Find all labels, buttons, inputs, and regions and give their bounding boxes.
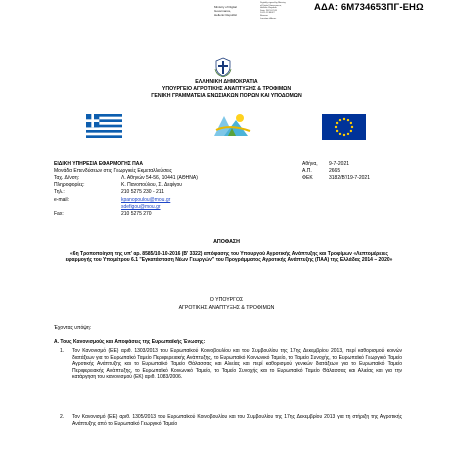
- list-item: Τον Κανονισμό (ΕΕ) αριθ. 1303/2013 του Ευρωπαϊκού Κοινοβουλίου και του Συμβουλίου της 17ης Δεκεμβρίου 2013, περί καθορισμού κοινών διατάξεων για το Ευρωπαϊκό Ταμείο Περιφερειακής Ανάπτυξης, το Ευρωπαϊκό Κοινωνικό Ταμείο, το Ταμείο Συνοχής, το Ευρωπαϊκό Γεωργικό Ταμείο Αγροτικής Ανάπτυξης και το Ευρωπαϊκό Ταμείο Θάλασσας και Αλιείας και περί καθορισμού γενικών διατάξεων για το Ευρωπαϊκό Ταμείο Περιφερειακής Ανάπτυξης, το Ευρωπαϊκό Κοινωνικό Ταμείο, το Ταμείο Συνοχής και το Ευρωπαϊκό Ταμείο Θάλασσας και Αλιείας και για την κατάργηση του κανονισμού (ΕΚ) αριθ. 1083/2006.: [72, 348, 402, 380]
- email-label: e-mail:: [54, 197, 70, 203]
- minister-title: Ο ΥΠΟΥΡΓΟΣ: [209, 297, 244, 303]
- signature-line: 14:11:13 EEST: [260, 12, 275, 15]
- republic-heading: ΕΛΛΗΝΙΚΗ ΔΗΜΟΚΡΑΤΙΑ: [195, 79, 258, 85]
- ap-value: 2665: [329, 168, 341, 174]
- fax-value: 210 5275 270: [121, 211, 152, 217]
- email-link-2[interactable]: sdefigou@mou.gr: [121, 204, 161, 210]
- address-value: Λ. Αθηνών 54-56, 10441 (ΑΘΗΝΑ): [121, 175, 198, 181]
- svg-text:Governance,: Governance,: [214, 9, 232, 13]
- signature-line: of Digital Governance,: [260, 4, 282, 7]
- place-date-label: Αθήνα,: [302, 161, 318, 167]
- secretariat-heading: ΓΕΝΙΚΗ ΓΡΑΜΜΑΤΕΙΑ ΕΝΩΣΙΑΚΩΝ ΠΟΡΩΝ ΚΑΙ ΥΠΟΔΟΜΩΝ: [151, 93, 302, 99]
- fek-value: 3182/Β'/19-7-2021: [329, 175, 370, 181]
- signature-line: Digitally signed by Ministry: [260, 2, 286, 4]
- decision-title: ΑΠΟΦΑΣΗ: [213, 239, 240, 245]
- ministry-heading: ΥΠΟΥΡΓΕΙΟ ΑΓΡΟΤΙΚΗΣ ΑΝΑΠΤΥΞΗΣ & ΤΡΟΦΙΜΩΝ: [161, 86, 292, 92]
- svg-text:Hellenic Republic: Hellenic Republic: [214, 13, 238, 17]
- place-date-value: 9-7-2021: [329, 161, 350, 167]
- greek-flag-icon: [83, 114, 125, 138]
- greek-emblem-icon: [214, 57, 232, 77]
- section-a-heading: Α. Τους Κανονισμούς και Αποφάσεις της Ευρωπαϊκής Ένωσης:: [54, 339, 206, 345]
- list-item-number: 1.: [60, 348, 65, 354]
- digital-signature-details: [260, 2, 315, 20]
- info-label: Πληροφορίες:: [54, 182, 85, 188]
- considering-heading: Έχοντας υπόψη:: [54, 325, 91, 331]
- info-value: Κ. Πανοπούλου, Σ. Δεφίγου: [121, 182, 182, 188]
- phone-label: Τηλ.:: [54, 189, 65, 195]
- fek-label: ΦΕΚ: [302, 175, 313, 181]
- list-item: Τον Κανονισμό (ΕΕ) αριθ. 1305/2013 του Ευρωπαϊκού Κοινοβουλίου και του Συμβουλίου της 17ης Δεκεμβρίου 2013 για τη στήριξη της Αγροτικής Ανάπτυξης από το Ευρωπαϊκό Γεωργικό Ταμείο: [72, 414, 402, 427]
- signature-line: Hellenic Republic: [260, 7, 277, 10]
- ministry-title: ΑΓΡΟΤΙΚΗΣ ΑΝΑΠΤΥΞΗΣ & ΤΡΟΦΙΜΩΝ: [178, 305, 275, 311]
- signature-line: Reason:: [260, 14, 269, 17]
- decision-subject: «6η Τροποποίηση της υπ' αρ. 8585/10-10-2016 (Β' 3322) απόφασης του Υπουργού Αγροτικής Ανάπτυξης και Τροφίμων «Λεπτομέρειες εφαρμογής του Υπομέτρου 6.1 "Εγκατάσταση Νέων Γεωργών" του Προγράμματος Αγροτικής Ανάπτυξης (ΠΑΑ) της Ελλάδας 2014 – 2020»: [65, 251, 393, 264]
- signature-line: Date: 2021.07.09: [260, 9, 277, 12]
- rural-development-logo-icon: [210, 110, 254, 140]
- svg-text:Ministry of Digital: Ministry of Digital: [214, 5, 237, 9]
- fax-label: Fax:: [54, 211, 64, 217]
- email-link-1[interactable]: kpanopoulou@mou.gr: [121, 197, 171, 203]
- signature-line: Location: Athens: [260, 17, 277, 20]
- agency-name: ΕΙΔΙΚΗ ΥΠΗΡΕΣΙΑ ΕΦΑΡΜΟΓΗΣ ΠΑΑ: [54, 161, 143, 167]
- eu-flag-icon: [322, 114, 366, 140]
- phone-value: 210 5275 230 - 211: [121, 189, 165, 195]
- unit-name: Μονάδα Επενδύσεων στις Γεωργικές Εκμεταλλεύσεις: [54, 168, 172, 174]
- ada-code: ΑΔΑ: 6Μ734653ΠΓ-ΕΗΩ: [314, 2, 424, 13]
- address-label: Ταχ. Δ/νση:: [54, 175, 80, 181]
- list-item-number: 2.: [60, 414, 65, 420]
- digital-signature-mark: [213, 3, 255, 21]
- ap-label: Α.Π.: [302, 168, 312, 174]
